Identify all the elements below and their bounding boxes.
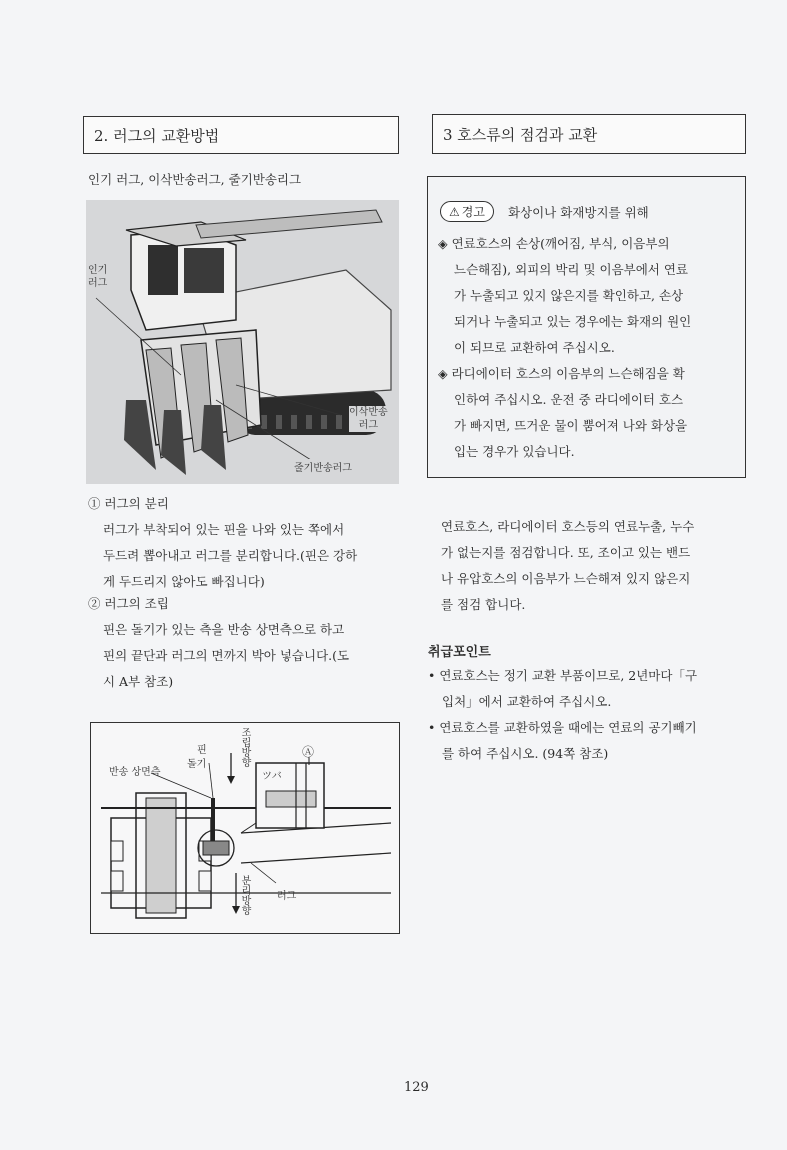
warning-item-fuel-hose [438,231,743,361]
label-julgi-rug: 줄기반송러그 [294,459,352,474]
harvester-photo [86,200,399,484]
tip2-line-1: • 연료호스를 교환하였을 때에는 연료의 공기빼기 [428,720,697,735]
warning-title: 화상이나 화재방지를 위해 [507,204,649,220]
section-title-hose [432,114,746,154]
warning-item2-line-1: ◈ 라디에이터 호스의 이음부의 느슨해짐을 확 [438,366,685,381]
step1-line-2: 두드려 뽑아내고 러그를 분리합니다.(핀은 강하 [103,548,358,563]
warning-header [440,201,649,222]
step1-heading: ① 러그의 분리 [88,496,169,511]
warning-item1-line-5: 이 되므로 교환하여 주십시오. [454,340,615,355]
warning-badge [440,201,494,222]
section-title-rug [83,116,399,154]
warning-item2-line-2: 인하여 주십시오. 운전 중 라디에이터 호스 [454,392,684,407]
warning-item-radiator-hose [438,361,743,465]
section-title-rug-text: 2. 러그의 교환방법 [94,126,220,145]
warning-badge-text: 경고 [461,205,485,219]
section-title-hose-text: 3 호스류의 점검과 교환 [443,125,598,144]
warning-item1-line-2: 느슨해짐), 외피의 박리 및 이음부에서 연료 [454,262,688,277]
tip1-line-2: 입처」에서 교환하여 주십시오. [442,694,612,709]
diagram-label-assembly-direction: 조립방향 [239,727,250,767]
hose-inspection-body [441,514,751,618]
diagram-label-rug: 러그 [277,891,297,902]
warning-item1-line-1: ◈ 연료호스의 손상(깨어짐, 부식, 이음부의 [438,236,670,251]
hose-body-line-2: 가 없는지를 점검합니다. 또, 조이고 있는 밴드 [441,545,691,560]
tip1-line-1: • 연료호스는 정기 교환 부품이므로, 2년마다「구 [428,668,698,683]
warning-item2-line-4: 입는 경우가 있습니다. [454,444,575,459]
tip2-line-2: 를 하여 주십시오. (94쪽 참조) [442,746,609,761]
label-ingi-rug: 인기 러그 [88,265,108,289]
warning-item1-line-4: 되거나 누출되고 있는 경우에는 화재의 원인 [454,314,692,329]
step2-line-1: 핀은 돌기가 있는 측을 반송 상면측으로 하고 [103,622,345,637]
warning-box [427,176,746,478]
diagram-label-tsuba: ツバ [262,771,282,782]
rug-subtitle: 인기 러그, 이삭반송러그, 줄기반송리그 [88,172,302,187]
step1-line-1: 러그가 부착되어 있는 핀을 나와 있는 쪽에서 [103,522,345,537]
hose-body-line-1: 연료호스, 라디에이터 호스등의 연료누출, 누수 [441,519,695,534]
hose-body-line-3: 나 유압호스의 이음부가 느슨해져 있지 않은지 [441,571,691,586]
diagram-label-dolgi: 돌기 [187,759,207,770]
step1-line-3: 게 두드리지 않아도 빠집니다) [103,574,265,589]
rug-assembly-diagram [90,722,400,934]
warning-item2-line-3: 가 빠지면, 뜨거운 물이 뿜어져 나와 화상을 [454,418,688,433]
handling-points-heading: 취급포인트 [428,645,491,660]
step2-heading: ② 러그의 조립 [88,596,169,611]
handling-tip-2 [428,715,748,767]
diagram-label-pin: 핀 [197,745,207,756]
warning-item1-line-3: 가 누출되고 있지 않은지를 확인하고, 손상 [454,288,684,303]
step2-line-2: 핀의 끝단과 러그의 면까지 박아 넣습니다.(도 [103,648,350,663]
hose-body-line-4: 를 점검 합니다. [441,597,526,612]
step2-line-3: 시 A부 참조) [103,674,174,689]
diagram-label-separation-direction: 분리방향 [239,875,250,915]
label-isak-rug: 이삭반송 러그 [349,407,388,431]
page-number: 129 [404,1080,429,1095]
handling-tip-1 [428,663,748,715]
step2-body [103,617,403,695]
diagram-label-bansong: 반송 상면측 [109,767,161,778]
warning-triangle-icon: ⚠ [449,204,460,219]
step1-body [103,517,403,595]
harvester-illustration [86,200,399,484]
diagram-label-a-mark: Ⓐ [302,745,315,759]
